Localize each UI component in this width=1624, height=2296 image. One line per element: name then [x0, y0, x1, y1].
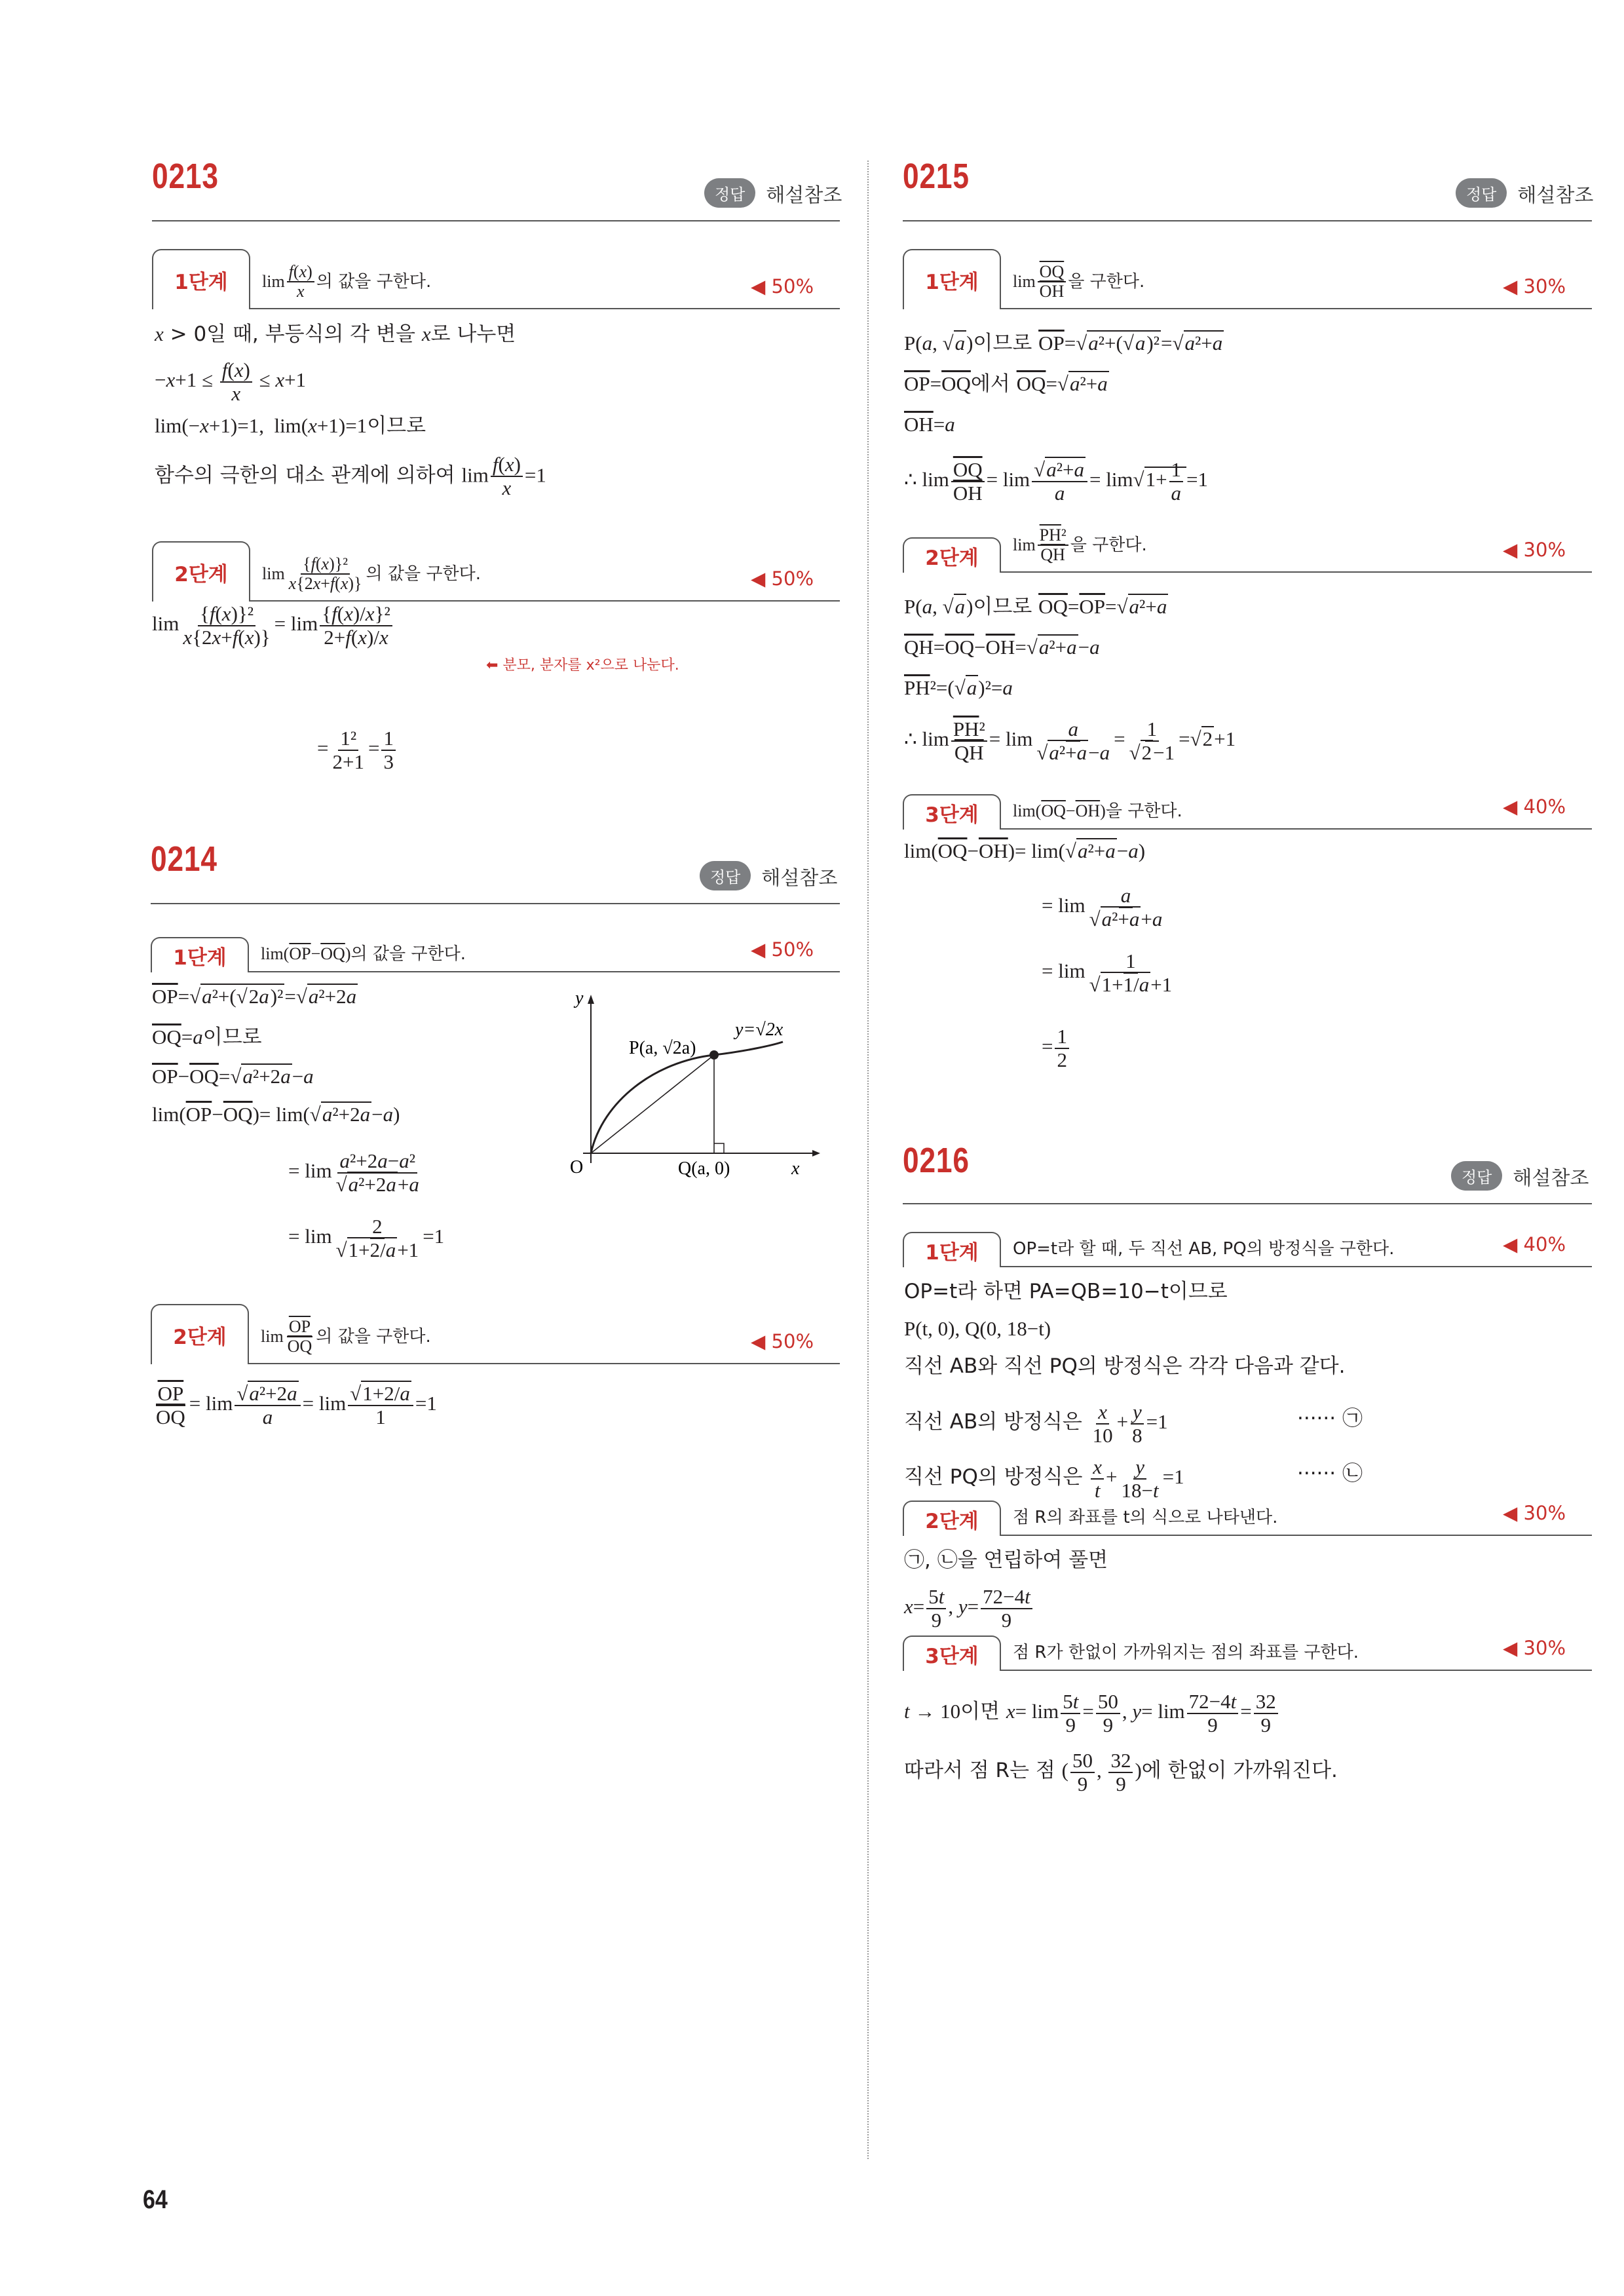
math-line: t → 10이면 x= lim $\frac{5t}{9}$ = $\frac{50}{9}$ , y= lim $\frac{72-4t}{9}$ = $\frac{32}{9}$ — [904, 1691, 1280, 1736]
math-line: = $\frac{1}{2}$ — [1042, 1025, 1071, 1071]
math-line: $\lim(\overline{OP}-\overline{OQ})= \lim(√a^2+2a-a)$ — [152, 1103, 400, 1126]
math-line: $\overline{OP}=\overline{OQ}$에서 $\overline{OQ}=√a^2+a$ — [904, 372, 1108, 396]
step-2-0213 — [152, 541, 840, 602]
line: 직선 AB와 직선 PQ의 방정식은 각각 다음과 같다. — [904, 1354, 1346, 1378]
page-number: 64 — [143, 2185, 168, 2214]
step-1-0213 — [152, 249, 840, 309]
step-3-0215 — [903, 769, 1592, 830]
step-description: lim $\frac{\overline{OP}}{OQ}$ 의 값을 구한다. — [261, 1316, 431, 1356]
answer-box-0214 — [700, 861, 837, 890]
graph-0214 — [550, 983, 825, 1179]
step-percent: ◀ 40% — [1503, 1233, 1566, 1255]
step-percent: ◀ 30% — [1503, 1637, 1566, 1659]
step-tab: 2단계 — [151, 1304, 249, 1364]
math-line: P(a, √a)이므로 $\overline{OP}=√a^2+(√a)^2=√a^2+a$ — [904, 332, 1223, 355]
right-angle-mark — [714, 1143, 724, 1153]
header-rule — [903, 220, 1592, 221]
step-tab: 2단계 — [903, 537, 1001, 573]
math-line: $\overline{OP}-\overline{OQ}=√a^2+2a-a$ — [152, 1065, 314, 1088]
math-line: $\overline{QH}=\overline{OQ}-\overline{OH}=√a^2+a-a$ — [904, 636, 1100, 659]
origin-label: O — [570, 1157, 584, 1177]
step-tab: 3단계 — [903, 1636, 1001, 1671]
line: OP=t라 하면 PA=QB=10−t이므로 — [904, 1280, 1228, 1303]
answer-box-0216 — [1451, 1161, 1589, 1191]
problem-number-0216: 0216 — [903, 1141, 970, 1180]
answer-badge: 정답 — [704, 178, 755, 208]
step-tab: 3단계 — [903, 794, 1001, 830]
step-percent: ◀ 50% — [751, 1330, 814, 1352]
math-line: = $\frac{\text{1²}}{2+1}$ = $\frac{1}{3}$ — [317, 727, 398, 773]
equation-marker: ······ ㉡ — [1297, 1462, 1363, 1485]
answer-text: 해설참조 — [1513, 1166, 1589, 1190]
math-line: = lim $\frac{a}{\text{√a²+a+a}}$ — [1042, 884, 1163, 931]
math-line: = lim $\frac{2}{√1+2/a+1}$ =1 — [288, 1215, 445, 1262]
step-description: 점 R의 좌표를 t의 식으로 나타낸다. — [1013, 1508, 1278, 1527]
math-line: $\lim(\overline{OQ}-\overline{OH})= \lim(√a^2+a-a)$ — [904, 839, 1146, 862]
step-percent: ◀ 40% — [1503, 795, 1566, 818]
step-description: lim $\frac{\overline{OQ}}{OH}$ 을 구한다. — [1013, 261, 1145, 301]
step-percent: ◀ 50% — [751, 938, 814, 961]
equation-marker: ······ ㉠ — [1297, 1407, 1363, 1430]
step-2-0216 — [903, 1476, 1592, 1536]
column-divider — [867, 161, 869, 2159]
line: 직선 PQ의 방정식은 $\frac{x}{t}$ + $\frac{y}{18-t}$ =1 — [904, 1455, 1184, 1502]
q-label: Q(a, 0) — [678, 1158, 730, 1179]
math-line: $\overline{PH}^2=(√a)^2=a$ — [904, 676, 1013, 699]
math-line: lim(−x+1)=1, lim(x+1)=1이므로 — [155, 414, 426, 438]
problem-number-0215: 0215 — [903, 157, 970, 196]
math-line: x= $\frac{5t}{9}$ , y= $\frac{72-4t}{9}$ — [904, 1586, 1034, 1632]
step-description: lim $\frac{\overline{PH}^2}{QH}$ 을 구한다. — [1013, 525, 1147, 565]
step-percent: ◀ 50% — [751, 275, 814, 297]
answer-badge: 정답 — [1456, 178, 1507, 208]
step-3-0216 — [903, 1611, 1592, 1671]
x-axis-arrow — [812, 1150, 820, 1157]
step-2-0214 — [151, 1304, 840, 1364]
side-note: ⬅ 분모, 분자를 x²으로 나눈다. — [486, 657, 679, 674]
line: P(t, 0), Q(0, 18−t) — [904, 1317, 1051, 1340]
step-percent: ◀ 30% — [1503, 1502, 1566, 1524]
step-1-0215 — [903, 249, 1592, 309]
header-rule — [151, 903, 840, 904]
line: 직선 AB의 방정식은 $\frac{x}{10}$ + $\frac{y}{8}$ =1 — [904, 1400, 1168, 1447]
segment-op — [591, 1055, 714, 1153]
answer-badge: 정답 — [1451, 1161, 1502, 1191]
step-percent: ◀ 30% — [1503, 275, 1566, 297]
header-rule — [152, 220, 840, 221]
math-line: ∴ lim $\frac{\overline{PH}^2}{QH}$ = lim $\frac{a}{\text{√a²+a−a}}$ = $\frac{1}{√2-1}$ =√2+1 — [904, 718, 1236, 765]
step-tab: 2단계 — [903, 1501, 1001, 1536]
step-1-0214 — [151, 912, 840, 972]
math-line: $\overline{OQ}=a$이므로 — [152, 1025, 262, 1049]
answer-text: 해설참조 — [1517, 183, 1594, 207]
answer-text: 해설참조 — [766, 183, 842, 207]
step-2-0215 — [903, 512, 1592, 573]
step-tab: 1단계 — [151, 937, 249, 972]
step-description: 점 R가 한없이 가까워지는 점의 좌표를 구한다. — [1013, 1643, 1359, 1662]
math-line: = lim $\frac{\text{a²+2a−a²}}{\text{√a²+2a+a}}$ — [288, 1149, 419, 1196]
line: 따라서 점 R는 점 ( $\frac{50}{9}$ , $\frac{32}{9}$ )에 한없이 가까워진다. — [904, 1749, 1338, 1796]
step-description: lim $\frac{f(x)}{x}$ 의 값을 구한다. — [262, 261, 432, 301]
line: ㉠, ㉡을 연립하여 풀면 — [904, 1548, 1108, 1572]
step-tab: 2단계 — [152, 541, 250, 602]
point-p — [709, 1050, 719, 1060]
y-label: y — [575, 988, 584, 1008]
problem-number-0213: 0213 — [152, 157, 219, 196]
math-line: P(a, √a)이므로 $\overline{OQ}=\overline{OP}=√a^2+a$ — [904, 595, 1167, 619]
problem-number-0214: 0214 — [151, 839, 217, 879]
answer-box-0213 — [704, 178, 842, 208]
answer-text: 해설참조 — [761, 866, 838, 890]
x-label: x — [791, 1158, 800, 1179]
math-line: ∴ lim $\frac{\overline{OQ}}{OH}$ = lim $\frac{\text{√a²+a}}{a}$ = lim√1+ $\frac{1}{a}$ =1 — [904, 458, 1209, 505]
math-line: $\overline{OP}=√a^2+(√2a)^2=√a^2+2a$ — [152, 985, 357, 1008]
answer-box-0215 — [1456, 178, 1593, 208]
y-axis-arrow — [588, 995, 594, 1004]
p-label: P(a, √2a) — [629, 1038, 696, 1058]
step-description: $\lim(\overline{OQ}-\overline{OH})$을 구한다. — [1013, 801, 1182, 821]
curve-label: y=√2x — [735, 1020, 784, 1040]
line: 함수의 극한의 대소 관계에 의하여 lim $\frac{f(x)}{x}$ =1 — [155, 453, 546, 500]
answer-badge: 정답 — [700, 861, 751, 890]
math-line: lim $\frac{\text{\{f(x)\}²}}{x\{2x+f(x)\}}$ = lim $\frac{\text{\{f(x)/x\}²}}{2+f(x)/x}$ — [152, 603, 394, 649]
step-percent: ◀ 30% — [1503, 539, 1566, 561]
step-percent: ◀ 50% — [751, 567, 814, 590]
math-line: $\frac{\overline{OP}}{OQ}$ = lim $\frac{\text{√a²+2a}}{a}$ = lim $\frac{√1+2/a}{1}$ =1 — [156, 1382, 437, 1429]
curve — [591, 1042, 783, 1153]
math-line: = lim $\frac{1}{√1+1/a+1}$ — [1042, 949, 1173, 997]
line: x > 0일 때, 부등식의 각 변을 x로 나누면 — [155, 322, 516, 346]
step-tab: 1단계 — [903, 249, 1001, 309]
math-line: −x+1 ≤ $\frac{f(x)}{x}$ ≤ x+1 — [155, 358, 307, 406]
step-tab: 1단계 — [152, 249, 250, 309]
step-tab: 1단계 — [903, 1232, 1001, 1267]
step-1-0216 — [903, 1207, 1592, 1267]
header-rule — [903, 1203, 1592, 1204]
step-description: $\lim(\overline{OP}-\overline{OQ})$의 값을 구한다. — [261, 944, 466, 964]
math-line: $\overline{OH}=a$ — [904, 413, 955, 436]
step-description: lim $\frac{\text{\{f(x)\}²}}{x\{2x+f(x)\}}$ 의 값을 구한다. — [262, 554, 482, 594]
step-description: OP=t라 할 때, 두 직선 AB, PQ의 방정식을 구한다. — [1013, 1239, 1395, 1259]
